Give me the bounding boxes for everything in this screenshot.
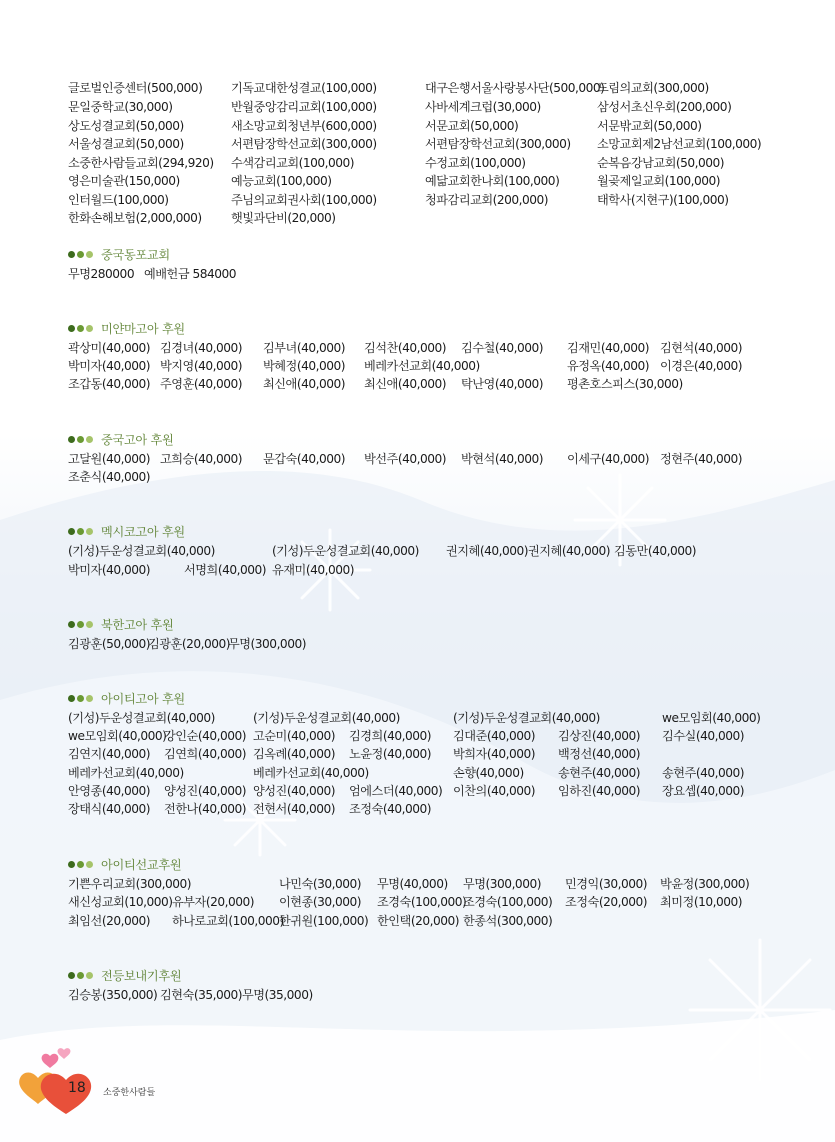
- donor-entry: 인터월드(100,000): [68, 193, 169, 207]
- donor-entry: 서울성결교회(50,000): [68, 137, 184, 151]
- donor-entry: 양성진(40,000): [164, 784, 246, 798]
- donor-entry: 김경녀(40,000): [160, 341, 242, 355]
- donor-entry: 손향(40,000): [453, 766, 524, 780]
- donor-entry: 서문교회(50,000): [425, 119, 519, 133]
- donor-entry: 한귀원(100,000): [279, 914, 369, 928]
- donor-entry: 한화손해보험(2,000,000): [68, 211, 202, 225]
- donor-entry: 탁난영(40,000): [461, 377, 543, 391]
- donor-entry: 고달원(40,000): [68, 452, 150, 466]
- donor-entry: 최신애(40,000): [263, 377, 345, 391]
- donor-entry: 이경은(40,000): [660, 359, 742, 373]
- donor-entry: 민경익(30,000): [565, 877, 647, 891]
- donor-entry: 상도성결교회(50,000): [68, 119, 184, 133]
- section-heading-myanmar: [68, 320, 185, 338]
- donor-entry: 서문밖교회(50,000): [597, 119, 702, 133]
- donor-entry: 김광훈(20,000): [148, 637, 230, 651]
- donor-entry: 베레카선교회(40,000): [253, 766, 369, 780]
- donor-entry: 이찬의(40,000): [453, 784, 535, 798]
- donor-entry: 한종석(300,000): [463, 914, 553, 928]
- section-title: 아이티선교후원: [101, 858, 182, 872]
- donor-entry: (기성)두운성결교회(40,000): [68, 711, 215, 725]
- bullet-dots-icon: [68, 523, 95, 541]
- donor-entry: 엄에스더(40,000): [349, 784, 443, 798]
- donor-entry: 문일중학교(30,000): [68, 100, 173, 114]
- donor-entry: 김연희(40,000): [164, 747, 246, 761]
- donor-entry: 순복음강남교회(50,000): [597, 156, 725, 170]
- donor-entry: 고순미(40,000): [253, 729, 335, 743]
- donor-entry: 김경희(40,000): [349, 729, 431, 743]
- donor-entry: 수색감리교회(100,000): [231, 156, 355, 170]
- donor-entry: 김옥례(40,000): [253, 747, 335, 761]
- donor-entry: 나민숙(30,000): [279, 877, 361, 891]
- donor-entry: 박희자(40,000): [453, 747, 535, 761]
- section-title: 미얀마고아 후원: [101, 322, 185, 336]
- section-heading-haiti-mission: [68, 856, 181, 874]
- donor-entry: 월곶제일교회(100,000): [597, 174, 721, 188]
- donor-entry: 장요셉(40,000): [662, 784, 744, 798]
- bullet-dots-icon: [68, 320, 95, 338]
- donor-entry: 안영종(40,000): [68, 784, 150, 798]
- section-title: 북한고아 후원: [101, 618, 174, 632]
- donor-entry: 박현석(40,000): [461, 452, 543, 466]
- donor-entry: 송현주(40,000): [558, 766, 640, 780]
- donor-entry: 청파감리교회(200,000): [425, 193, 549, 207]
- page-number: 18: [68, 1080, 86, 1096]
- donor-entry: 최신애(40,000): [364, 377, 446, 391]
- donor-entry: 서편탐장학선교회(300,000): [425, 137, 571, 151]
- section-heading-lamp: [68, 967, 181, 985]
- section-heading-china-church: [68, 246, 170, 264]
- donor-entry: 예닮교회한나회(100,000): [425, 174, 560, 188]
- donor-entry: 문갑숙(40,000): [263, 452, 345, 466]
- donor-entry: 조경숙(100,000): [463, 895, 553, 909]
- donor-entry: 박혜정(40,000): [263, 359, 345, 373]
- donor-entry: 무명(40,000): [377, 877, 448, 891]
- donor-entry: 사바세계크럽(30,000): [425, 100, 541, 114]
- magazine-title: 소중한사람들: [103, 1088, 156, 1098]
- section-title: 아이티고아 후원: [101, 692, 185, 706]
- donor-entry: 박선주(40,000): [364, 452, 446, 466]
- donor-entry: 햇빛과단비(20,000): [231, 211, 336, 225]
- donor-entry: 전한나(40,000): [164, 802, 246, 816]
- donor-entry: 한인택(20,000): [377, 914, 459, 928]
- donor-entry: 김수철(40,000): [461, 341, 543, 355]
- donor-entry: 기독교대한성결교(100,000): [231, 81, 377, 95]
- donor-entry: 소중한사람들교회(294,920): [68, 156, 214, 170]
- donor-entry: 조정숙(40,000): [349, 802, 431, 816]
- bullet-dots-icon: [68, 431, 95, 449]
- section-title: 멕시코고아 후원: [101, 525, 185, 539]
- donor-entry: 서편탐장학선교회(300,000): [231, 137, 377, 151]
- section-heading-mexico: [68, 523, 185, 541]
- donor-entry: (기성)두운성결교회(40,000): [68, 544, 215, 558]
- donor-entry: 강인순(40,000): [164, 729, 246, 743]
- bullet-dots-icon: [68, 856, 95, 874]
- donor-entry: 무명(300,000): [228, 637, 306, 651]
- donor-entry: 조갑동(40,000): [68, 377, 150, 391]
- donor-entry: 주영훈(40,000): [160, 377, 242, 391]
- donor-entry: 서명희(40,000): [184, 563, 266, 577]
- donor-entry: 양성진(40,000): [253, 784, 335, 798]
- donor-entry: 예능교회(100,000): [231, 174, 332, 188]
- donor-entry: 김대준(40,000): [453, 729, 535, 743]
- donor-entry: 김동만(40,000): [614, 544, 696, 558]
- donor-entry: 송현주(40,000): [662, 766, 744, 780]
- donor-entry: 글로벌인증센터(500,000): [68, 81, 203, 95]
- donor-entry: 김부녀(40,000): [263, 341, 345, 355]
- donor-entry: 전현서(40,000): [253, 802, 335, 816]
- donor-entry: 권지혜(40,000): [446, 544, 528, 558]
- section-heading-north-korea: [68, 616, 173, 634]
- donor-entry: 박미자(40,000): [68, 563, 150, 577]
- donor-entry: 고희승(40,000): [160, 452, 242, 466]
- donor-entry: 조경숙(100,000): [377, 895, 467, 909]
- bullet-dots-icon: [68, 967, 95, 985]
- donor-entry: 김현숙(35,000): [160, 988, 242, 1002]
- section-heading-haiti-orphan: [68, 690, 185, 708]
- donor-entry: 김석찬(40,000): [364, 341, 446, 355]
- donor-entry: (기성)두운성결교회(40,000): [272, 544, 419, 558]
- donor-entry: 주님의교회권사회(100,000): [231, 193, 377, 207]
- donor-entry: 반월중앙감리교회(100,000): [231, 100, 377, 114]
- donor-entry: 이세구(40,000): [567, 452, 649, 466]
- donor-entry: 김연지(40,000): [68, 747, 150, 761]
- donor-entry: 김승봉(350,000): [68, 988, 158, 1002]
- donor-entry: 무명280000: [68, 267, 135, 281]
- donor-entry: 김광훈(50,000): [68, 637, 150, 651]
- donor-entry: 박지영(40,000): [160, 359, 242, 373]
- donor-entry: 새소망교회청년부(600,000): [231, 119, 377, 133]
- section-title: 중국동포교회: [101, 248, 170, 262]
- donor-entry: 대구은행서울사랑봉사단(500,000): [425, 81, 605, 95]
- donor-entry: 조춘식(40,000): [68, 470, 150, 484]
- donor-entry: 수정교회(100,000): [425, 156, 526, 170]
- donor-entry: 김수실(40,000): [662, 729, 744, 743]
- donor-entry: 최임선(20,000): [68, 914, 150, 928]
- donor-entry: 무명(300,000): [463, 877, 541, 891]
- donor-entry: 평촌호스피스(30,000): [567, 377, 683, 391]
- donor-entry: 백정선(40,000): [558, 747, 640, 761]
- donor-entry: 기쁜우리교회(300,000): [68, 877, 192, 891]
- donor-entry: 삼성서초신우회(200,000): [597, 100, 732, 114]
- donor-entry: 소망교회제2남선교회(100,000): [597, 137, 762, 151]
- donor-entry: 이현종(30,000): [279, 895, 361, 909]
- donor-entry: 김현석(40,000): [660, 341, 742, 355]
- section-heading-china-orphan: [68, 431, 173, 449]
- bullet-dots-icon: [68, 616, 95, 634]
- donor-entry: we모임회(40,000): [68, 729, 167, 743]
- donor-entry: 베레카선교회(40,000): [68, 766, 184, 780]
- donor-entry: 곽상미(40,000): [68, 341, 150, 355]
- bullet-dots-icon: [68, 690, 95, 708]
- donor-entry: 드림의교회(300,000): [597, 81, 709, 95]
- donor-entry: 베레카선교회(40,000): [364, 359, 480, 373]
- donor-entry: 정현주(40,000): [660, 452, 742, 466]
- donor-entry: 장태식(40,000): [68, 802, 150, 816]
- donor-entry: 노윤정(40,000): [349, 747, 431, 761]
- donor-entry: we모임회(40,000): [662, 711, 761, 725]
- donor-entry: 조정숙(20,000): [565, 895, 647, 909]
- donor-entry: 영은미술관(150,000): [68, 174, 180, 188]
- donor-entry: 박윤정(300,000): [660, 877, 750, 891]
- donor-entry: 권지혜(40,000): [528, 544, 610, 558]
- donor-entry: 박미자(40,000): [68, 359, 150, 373]
- donor-entry: 최미정(10,000): [660, 895, 742, 909]
- donor-entry: (기성)두운성결교회(40,000): [453, 711, 600, 725]
- section-title: 중국고아 후원: [101, 433, 174, 447]
- donor-entry: 유재미(40,000): [272, 563, 354, 577]
- donor-entry: 임하진(40,000): [558, 784, 640, 798]
- donor-entry: 새신성교회(10,000): [68, 895, 173, 909]
- donor-entry: 유부자(20,000): [172, 895, 254, 909]
- donor-entry: 하나로교회(100,000): [172, 914, 284, 928]
- donor-entry: 태학사(지현구)(100,000): [597, 193, 729, 207]
- donor-entry: 무명(35,000): [242, 988, 313, 1002]
- section-title: 전등보내기후원: [101, 969, 182, 983]
- donor-entry: (기성)두운성결교회(40,000): [253, 711, 400, 725]
- donor-entry: 예배헌금 584000: [144, 267, 236, 281]
- donor-entry: 김재민(40,000): [567, 341, 649, 355]
- bullet-dots-icon: [68, 246, 95, 264]
- donor-entry: 유정옥(40,000): [567, 359, 649, 373]
- donor-entry: 김상진(40,000): [558, 729, 640, 743]
